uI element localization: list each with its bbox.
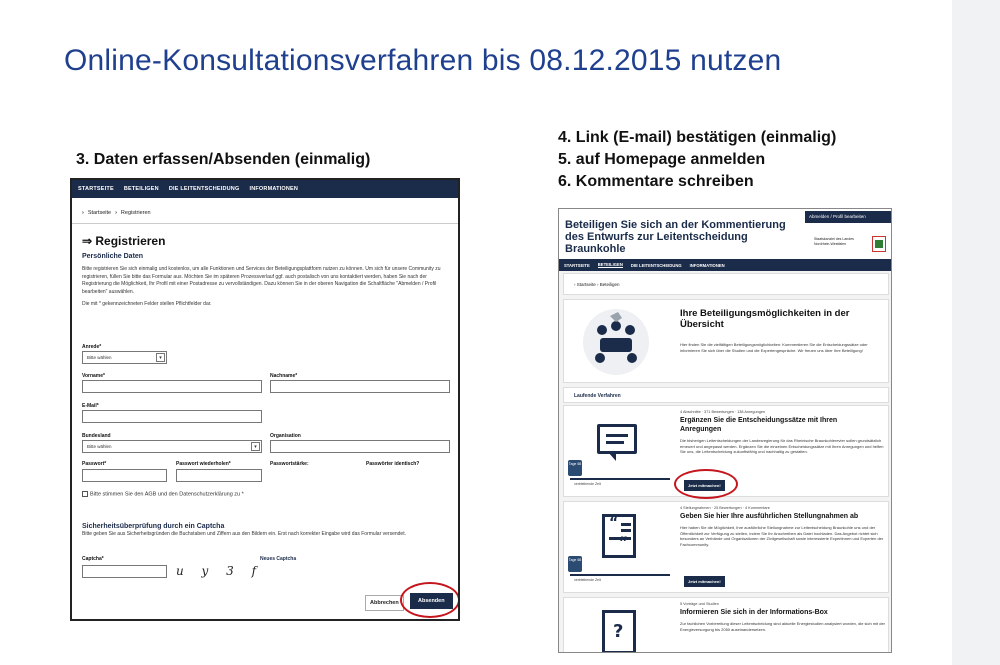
nav-beteiligen[interactable]: BETEILIGEN	[123, 186, 159, 192]
nav-beteiligen[interactable]: BETEILIGEN	[597, 262, 623, 267]
passwortstaerke-label: Passwortstärke:	[270, 461, 309, 467]
registration-screenshot	[70, 178, 460, 621]
breadcrumb-startseite[interactable]: Startseite	[87, 209, 112, 216]
nachname-label: Nachname*	[270, 373, 298, 379]
chevron-down-icon: ▾	[251, 442, 260, 451]
passwort-label: Passwort*	[82, 461, 107, 467]
card-text: Hier haben Sie die Möglichkeit, Ihre ausführliche Stellungnahme zur Leitentscheidung Braunkohle uns und der Öffentlichkeit zur Verfügung zu stellen, indem Sie Ihr Anschreiben als Datei hochladen. Das Angebot richtet sich besonders an Verbände und Organisationen der Zivilgesellschaft sowie interessierte Expertinnen und Experten der Fachcommunity.	[680, 525, 884, 547]
breadcrumb-startseite[interactable]: Startseite	[576, 282, 596, 287]
days-remaining-badge: Tage 68	[568, 556, 582, 572]
overview-card	[563, 299, 889, 383]
speech-line	[606, 441, 624, 444]
breadcrumb-separator: ›	[595, 282, 600, 287]
speech-line	[606, 434, 628, 437]
participation-screenshot	[558, 208, 892, 653]
nachname-field[interactable]	[270, 380, 450, 393]
breadcrumb	[574, 282, 620, 287]
organisation-label: Organisation	[270, 433, 301, 439]
anrede-select[interactable]	[82, 351, 167, 364]
time-progress-bar	[570, 574, 670, 576]
top-navigation	[72, 180, 458, 198]
agb-label: Bitte stimmen Sie den AGB und den Datenschutzerklärung zu *	[90, 491, 244, 498]
doc-line	[621, 529, 631, 532]
card-title[interactable]: Ergänzen Sie die Entscheidungssätze mit Ihren Anregungen	[680, 417, 838, 433]
email-field[interactable]	[82, 410, 262, 423]
running-label-card	[563, 387, 889, 403]
vorname-field[interactable]	[82, 380, 262, 393]
site-header-title: Beteiligen Sie sich an der Kommentierung des Entwurfs zur Leitentscheidung Braunkohle	[565, 219, 786, 255]
quote-open-glyph: “	[609, 515, 619, 531]
submit-button[interactable]: Absenden	[410, 593, 453, 609]
step-4-heading: 4. Link (E-mail) bestätigen (einmalig)	[558, 129, 837, 146]
logout-profile-button[interactable]: Abmelden / Profil bearbeiten	[805, 211, 891, 223]
steps-4-6	[558, 127, 836, 193]
breadcrumb-separator: ›	[82, 209, 84, 216]
nav-informationen[interactable]: INFORMATIONEN	[249, 186, 299, 192]
personal-data-heading: Persönliche Daten	[82, 253, 144, 260]
ministry-name: Staatskanzlei des Landes Nordrhein-Westfalen	[814, 237, 854, 246]
captcha-label: Captcha*	[82, 556, 104, 562]
registration-content	[72, 224, 458, 315]
card-text: Zur fachlichen Vorbereitung dieser Leitentscheidung sind aktuelle Energiestudien analysiert worden, die sich mit der Energieversorgung bis 2050 auseinandersetzen.	[680, 621, 886, 632]
intro-text: Bitte registrieren Sie sich einmalig und kostenlos, um alle Funktionen und Services der Beteiligungsplattform nutzen zu können. Um sich für unsere Community zu registrieren, füllen Sie bitte das Formular aus. Möchten Sie im späteren Prozessverlauf ggf. auch postalisch von uns kontaktiert werden, haben Sie nach der Registrierung die Möglichkeit, Ihr Profil mit einer Postadresse zu vervollständigen. Dazu können Sie in der oberen Navigation die Schaltfläche "Abmelden / Profil bearbeiten" auswählen.	[82, 266, 441, 295]
breadcrumb	[72, 202, 458, 224]
captcha-image: u y 3 f	[176, 564, 264, 578]
top-navigation	[559, 259, 892, 271]
agb-checkbox[interactable]	[82, 491, 88, 497]
document-quote-icon	[602, 514, 636, 558]
card-meta: 4 Abschnitte · 371 Bewertungen · 138 Anregungen	[680, 410, 766, 414]
nav-leitentscheidung[interactable]: DIE LEITENTSCHEIDUNG	[168, 186, 240, 192]
meeting-illustration-icon	[580, 308, 652, 376]
nav-leitentscheidung[interactable]: DIE LEITENTSCHEIDUNG	[630, 262, 682, 268]
page-title: ⇒ Registrieren	[82, 234, 166, 248]
bundesland-label: Bundesland	[82, 433, 111, 439]
passwort-wiederholen-label: Passwort wiederholen*	[176, 461, 231, 467]
breadcrumb-card	[563, 273, 889, 295]
procedure-card-3	[563, 597, 889, 653]
breadcrumb-beteiligen: Beteiligen	[599, 282, 620, 287]
days-remaining-badge: Tage 68	[568, 460, 582, 476]
overview-text: Hier finden Sie die vielfältigen Beteiligungsmöglichkeiten: Kommentieren Sie die Entscheidungssätze oder informieren Sie sich über die Studien und die Expertengespräche. Wir freuen uns über Ihre Beteiligung!	[680, 342, 868, 353]
question-mark-glyph: ?	[613, 621, 624, 642]
breadcrumb-registrieren: Registrieren	[120, 209, 151, 216]
captcha-heading: Sicherheitsüberprüfung durch ein Captcha	[82, 523, 225, 530]
highlight-circle-join	[674, 469, 738, 499]
card-text: Die bisherigen Leitentscheidungen der Landesregierung für das Rheinische Braunkohlerevier sollen grundsätzlich erneuert und angepasst werden. Ergänzen Sie die einzelnen Entscheidungssätze mit Ihren Anregungen und helfen Sie uns, die Leitentscheidung zukunftsfähig und nachhaltig zu gestalten.	[680, 438, 884, 454]
chevron-down-icon: ▾	[156, 353, 165, 362]
organisation-field[interactable]	[270, 440, 450, 453]
quote-close-glyph: ”	[619, 535, 629, 551]
step-3-heading: 3. Daten erfassen/Absenden (einmalig)	[76, 151, 371, 168]
email-label: E-Mail*	[82, 403, 99, 409]
slide-title: Online-Konsultationsverfahren bis 08.12.2015 nutzen	[64, 44, 782, 77]
card-title[interactable]: Geben Sie hier Ihre ausführlichen Stellungnahmen ab	[680, 513, 859, 520]
remaining-time-label: verbleibende Zeit	[574, 578, 601, 582]
captcha-text: Bitte geben Sie aus Sicherheitsgründen die Buchstaben und Ziffern aus den Bildern ein. Erst nach korrekter Eingabe wird das Formular versendet.	[82, 531, 406, 537]
highlight-circle-submit	[400, 582, 460, 618]
agb-checkbox-row[interactable]	[82, 491, 244, 497]
speech-bubble-icon	[597, 424, 637, 454]
bundesland-select-value: Bitte wählen	[87, 444, 112, 449]
procedure-card-2	[563, 501, 889, 593]
card-title[interactable]: Informieren Sie sich in der Informations-Box	[680, 609, 828, 616]
anrede-label: Anrede*	[82, 344, 102, 350]
new-captcha-link[interactable]: Neues Captcha	[260, 556, 297, 562]
running-procedures-label: Laufende Verfahren	[574, 393, 621, 399]
nrw-crest-icon	[872, 236, 886, 252]
breadcrumb-separator: ›	[574, 282, 577, 287]
step-6-heading: 6. Kommentare schreiben	[558, 173, 754, 190]
question-document-icon	[602, 610, 636, 653]
required-note: Die mit * gekennzeichneten Felder stellen Pflichtfelder dar.	[82, 301, 212, 307]
bundesland-select[interactable]	[82, 440, 262, 453]
join-button[interactable]: Jetzt mitmachen!	[684, 576, 725, 587]
nav-startseite[interactable]: STARTSEITE	[78, 186, 114, 192]
card-meta: 4 Stellungnahmen · 25 Bewertungen · 4 Kommentare	[680, 506, 770, 510]
passwort-identisch-label: Passwörter identisch?	[366, 461, 420, 467]
doc-line	[621, 523, 631, 526]
anrede-select-value: Bitte wählen	[87, 355, 112, 360]
nav-startseite[interactable]: STARTSEITE	[564, 262, 590, 268]
captcha-field[interactable]	[82, 565, 167, 578]
procedure-card-1	[563, 405, 889, 497]
overview-title: Ihre Beteiligungsmöglichkeiten in der Übersicht	[680, 308, 850, 330]
slide-side-strip	[952, 0, 1000, 665]
time-progress-bar	[570, 478, 670, 480]
site-header	[559, 209, 892, 259]
join-button[interactable]: Jetzt mitmachen!	[684, 480, 725, 491]
cancel-button[interactable]: Abbrechen	[365, 595, 404, 611]
breadcrumb-separator: ›	[115, 209, 117, 216]
card-meta: 5 Vorträge und Studien	[680, 602, 719, 606]
remaining-time-label: verbleibende Zeit	[574, 482, 601, 486]
nav-informationen[interactable]: INFORMATIONEN	[689, 262, 725, 268]
vorname-label: Vorname*	[82, 373, 105, 379]
passwort-wiederholen-field[interactable]	[176, 469, 262, 482]
passwort-field[interactable]	[82, 469, 167, 482]
step-5-heading: 5. auf Homepage anmelden	[558, 151, 766, 168]
